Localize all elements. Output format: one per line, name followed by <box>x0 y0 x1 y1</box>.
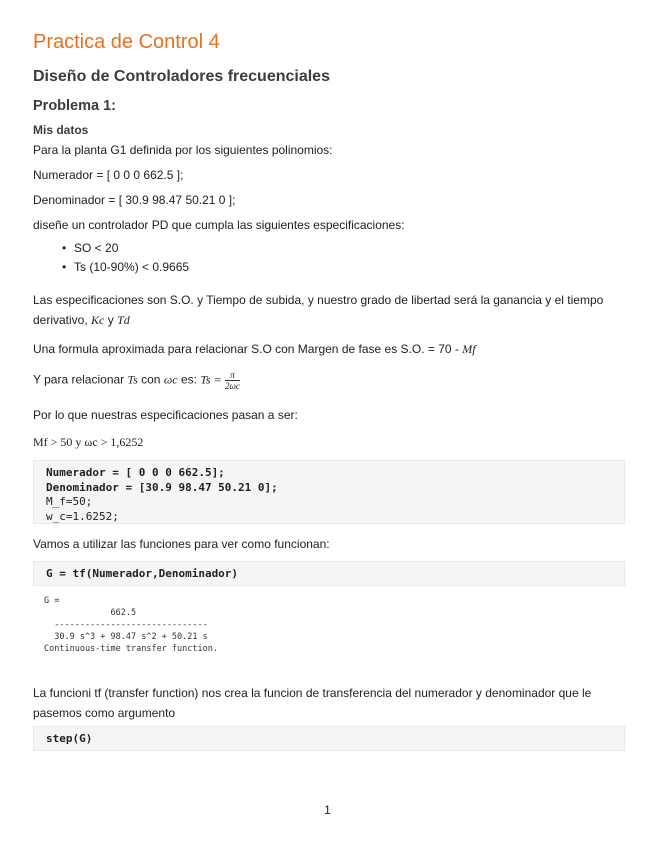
code-line: Denominador = [30.9 98.47 50.21 0]; <box>46 480 278 494</box>
subtitle: Diseño de Controladores frecuenciales <box>33 68 330 85</box>
text: y <box>107 313 114 327</box>
code-block[interactable] <box>33 726 625 751</box>
paragraph: Para la planta G1 definida por los siguientes polinomios: <box>33 143 333 157</box>
math: Td <box>117 313 130 327</box>
math: ωc <box>163 372 178 387</box>
code-output <box>44 595 218 655</box>
output-line: 30.9 s^3 + 98.47 s^2 + 50.21 s <box>44 632 208 642</box>
output-line: 662.5 <box>44 608 137 618</box>
text: Y para relacionar <box>33 372 125 387</box>
paragraph: diseñe un controlador PD que cumpla las siguientes especificaciones: <box>33 218 405 232</box>
section-heading: Problema 1: <box>33 98 116 114</box>
code-line: step(G) <box>46 732 93 745</box>
paragraph: La funcioni tf (transfer function) nos crea la funcion de transferencia del numerador y denominador que le <box>33 686 592 700</box>
paragraph <box>33 342 476 357</box>
math: Mf <box>462 342 476 356</box>
paragraph: Denominador = [ 30.9 98.47 50.21 0 ]; <box>33 193 236 207</box>
numerator: π <box>225 370 240 381</box>
page-number: 1 <box>324 803 331 817</box>
paragraph: Por lo que nuestras especificaciones pasan a ser: <box>33 408 298 422</box>
output-line: Continuous-time transfer function. <box>44 644 218 654</box>
code-line: M_f=50; <box>46 495 93 508</box>
fraction <box>225 370 240 391</box>
output-line: G = <box>44 596 60 606</box>
text: Una formula aproximada para relacionar S.O con Margen de fase es S.O. = 70 - <box>33 342 459 356</box>
text: derivativo, <box>33 313 88 327</box>
math: Ts = <box>200 372 222 387</box>
output-line: ------------------------------ <box>44 620 208 630</box>
paragraph: Numerador = [ 0 0 0 662.5 ]; <box>33 168 184 182</box>
paragraph: pasemos como argumento <box>33 706 176 720</box>
text: es: <box>180 372 197 387</box>
paragraph <box>33 370 240 391</box>
subsection-heading: Mis datos <box>33 123 89 137</box>
paragraph: Las especificaciones son S.O. y Tiempo de subida, y nuestro grado de libertad será la ganancia y el tiempo <box>33 293 604 307</box>
paragraph: Vamos a utilizar las funciones para ver como funcionan: <box>33 537 330 551</box>
paragraph <box>33 313 130 328</box>
code-block[interactable] <box>33 561 625 586</box>
math: Ts <box>127 372 138 387</box>
code-line: Numerador = [ 0 0 0 662.5]; <box>46 466 225 479</box>
code-line: w_c=1.6252; <box>46 509 119 523</box>
text: con <box>141 372 161 387</box>
math: Kc <box>91 313 105 327</box>
code-line: G = tf(Numerador,Denominador) <box>46 567 239 580</box>
spec-item: • SO < 20 <box>62 239 189 258</box>
spec-item: • Ts (10-90%) < 0.9665 <box>62 258 189 277</box>
spec-list <box>62 239 189 277</box>
denominator: 2ωc <box>225 381 240 391</box>
document-title: Practica de Control 4 <box>33 31 220 53</box>
math-line: Mf > 50 y ωc > 1,6252 <box>33 435 144 449</box>
code-block[interactable] <box>33 460 625 524</box>
